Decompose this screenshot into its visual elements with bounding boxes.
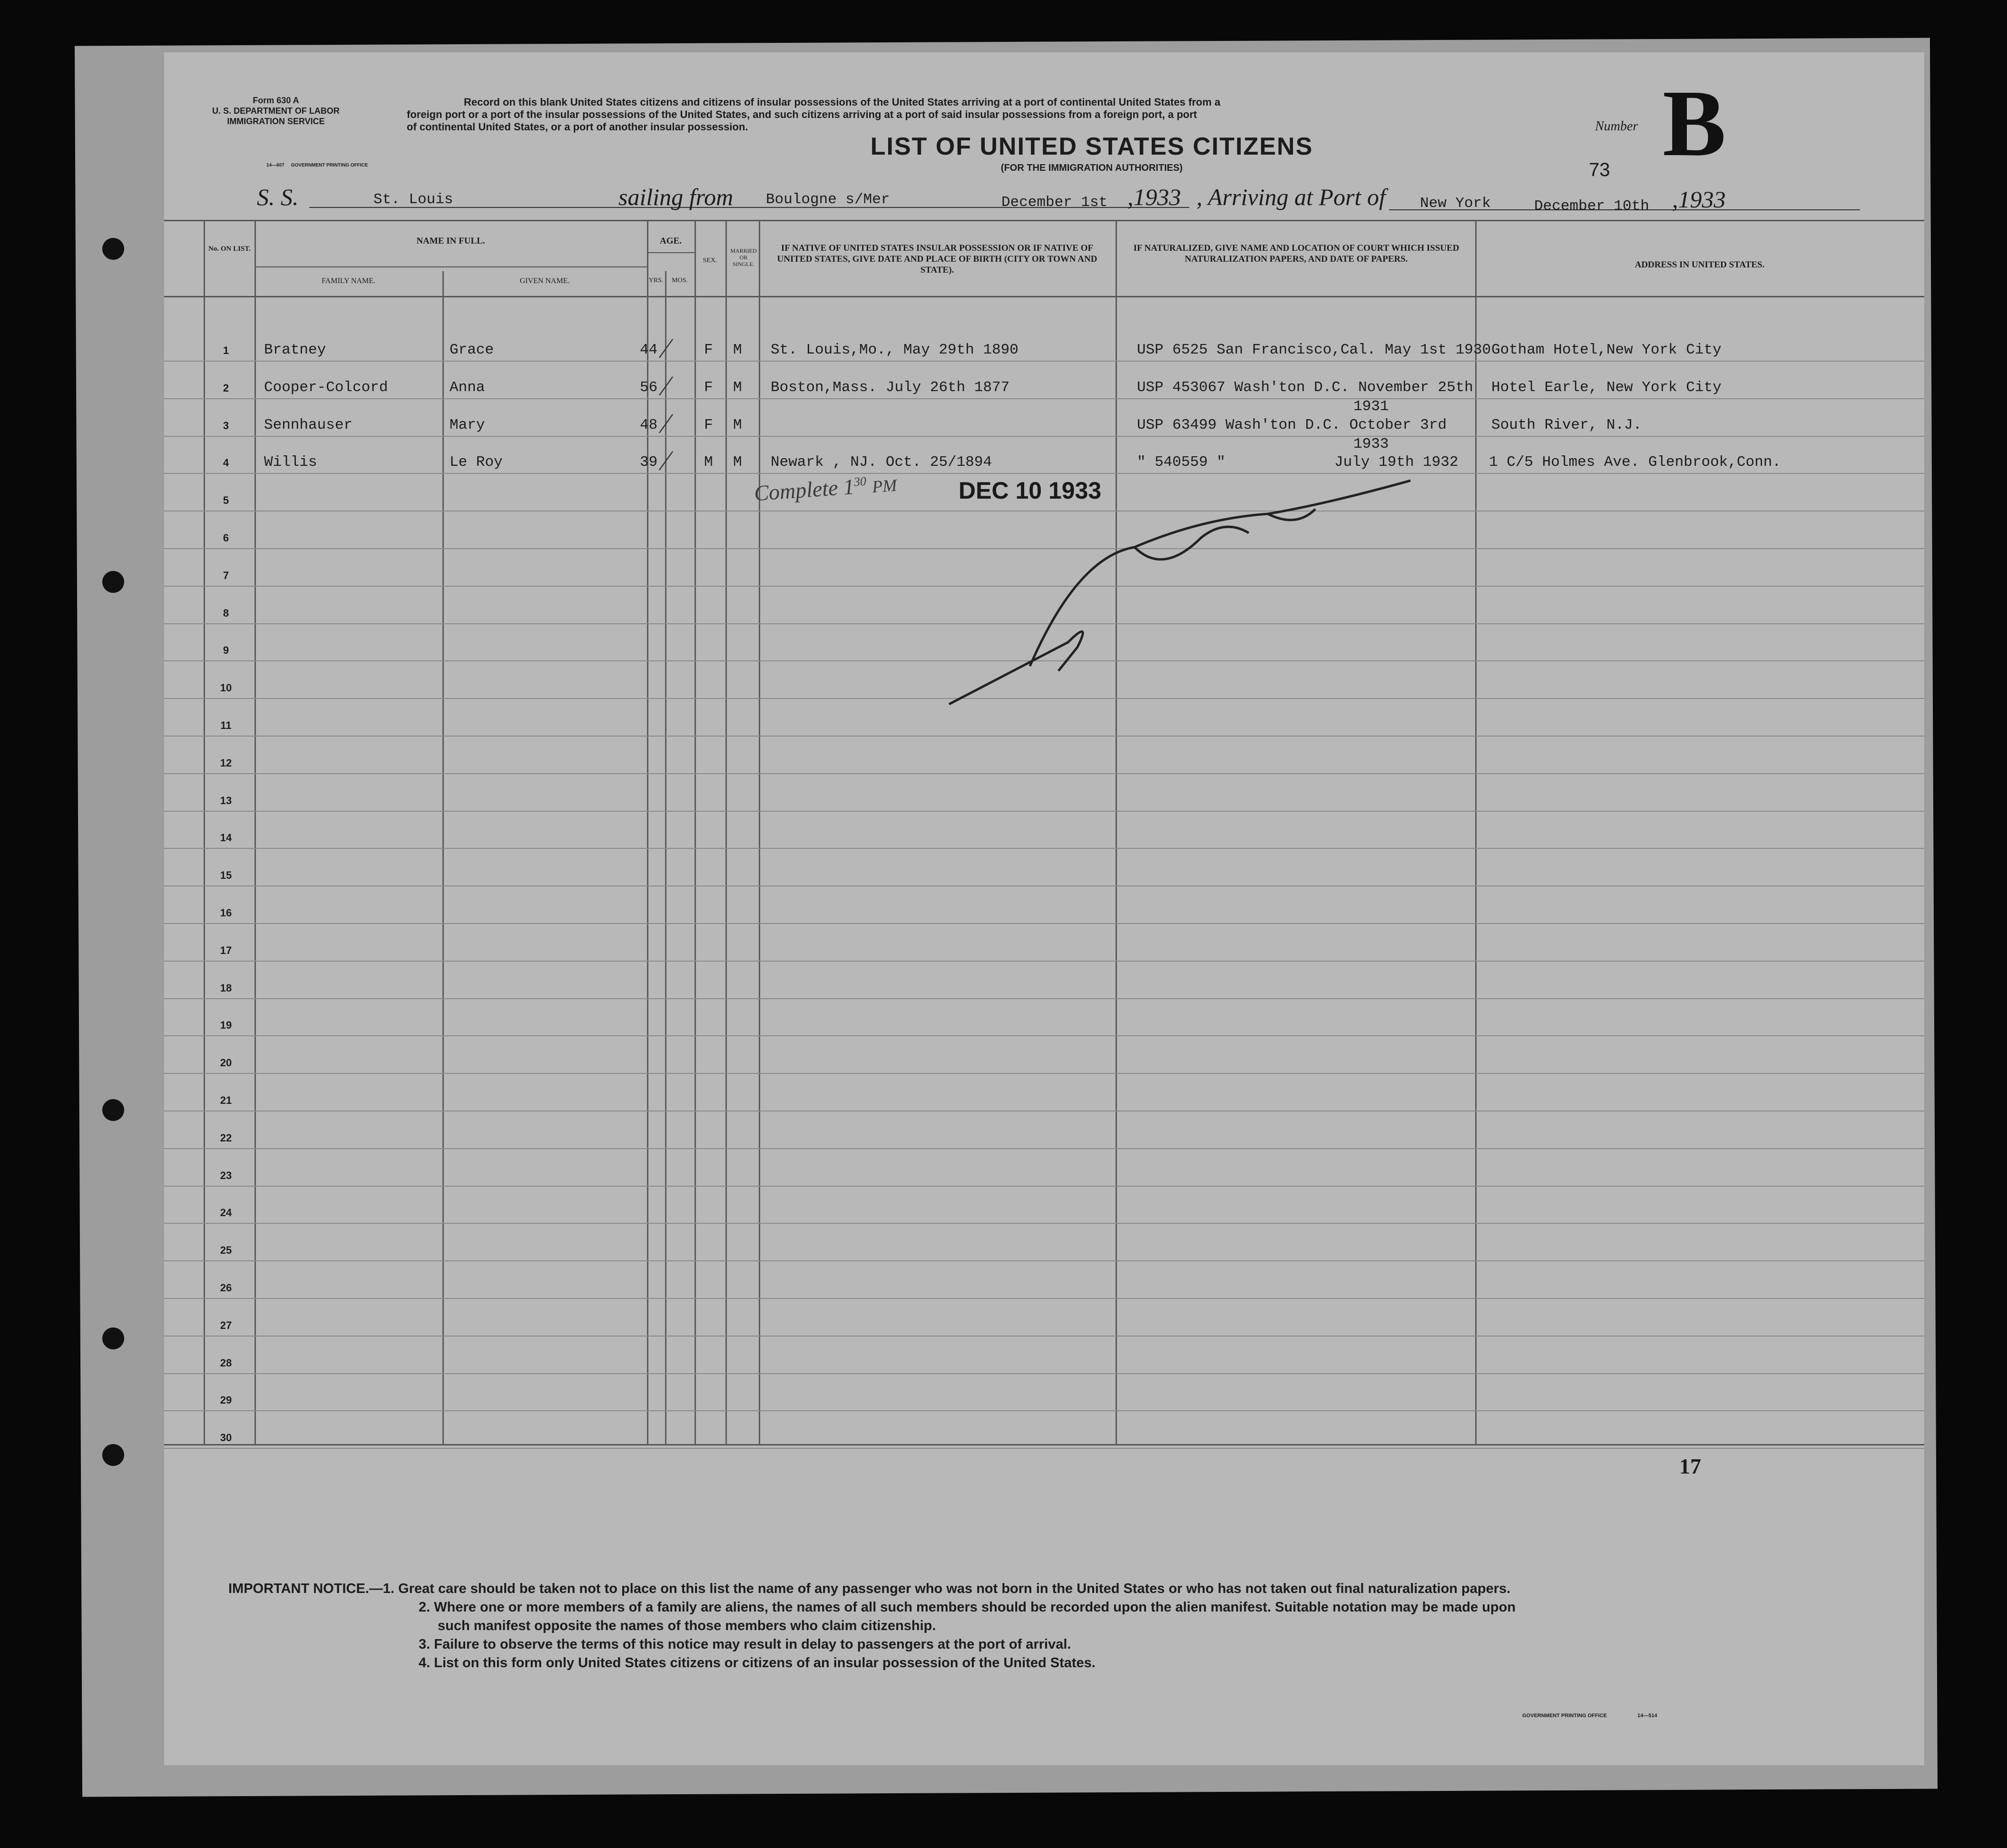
ship-name: St. Louis xyxy=(373,191,453,208)
col-header-age: AGE. xyxy=(660,236,682,246)
important-notice xyxy=(228,1580,1798,1672)
check-mark-icon: ∕ xyxy=(664,333,669,364)
entry-naturalization: USP 453067 Wash'ton D.C. November 25th xyxy=(1137,379,1473,396)
header-bottom-border xyxy=(164,296,1924,297)
entry-family-name: Cooper-Colcord xyxy=(264,379,388,396)
row-rule xyxy=(164,885,1924,886)
complete-note: Complete $1^{30}$ PM xyxy=(753,474,898,506)
row-number: 12 xyxy=(220,757,232,769)
name-subline xyxy=(255,266,647,267)
entry-age-years: 48 xyxy=(640,416,658,433)
entry-sex: F xyxy=(704,379,713,396)
row-rule xyxy=(164,1448,1924,1449)
list-letter: B xyxy=(1663,71,1726,176)
row-number: 14 xyxy=(220,832,232,844)
col-header-given: GIVEN NAME. xyxy=(519,277,570,285)
arrival-port: New York xyxy=(1420,195,1491,212)
row-number: 23 xyxy=(220,1169,232,1181)
row-rule xyxy=(164,1148,1924,1149)
entry-given-name: Anna xyxy=(450,379,485,396)
form-department: U. S. DEPARTMENT OF LABOR xyxy=(212,106,340,116)
notice-item-3: 3. Failure to observe the terms of this notice may result in delay to passengers at the port of arrival. xyxy=(419,1637,1071,1652)
row-rule xyxy=(164,811,1924,812)
entry-naturalization: USP 63499 Wash'ton D.C. October 3rd xyxy=(1137,416,1447,433)
row-rule xyxy=(164,961,1924,962)
entry-address: Gotham Hotel,New York City xyxy=(1491,342,1722,358)
depart-date: December 1st xyxy=(1001,194,1108,211)
arriving-label: , Arriving at Port of xyxy=(1196,184,1386,210)
entry-given-name: Mary xyxy=(450,416,485,433)
check-mark-icon: ∕ xyxy=(664,370,669,402)
row-rule xyxy=(164,736,1924,737)
col-header-married: MARRIED OR SINGLE. xyxy=(730,247,757,267)
row-number: 16 xyxy=(220,907,232,919)
inspector-signature xyxy=(935,462,1449,728)
entry-family-name: Sennhauser xyxy=(264,416,353,433)
entry-given-name: Grace xyxy=(450,342,494,358)
row-rule xyxy=(164,1186,1924,1187)
row-number: 25 xyxy=(220,1244,232,1257)
form-service: IMMIGRATION SERVICE xyxy=(227,117,325,126)
row-number: 6 xyxy=(223,532,229,544)
entry-naturalization-extra: 1933 xyxy=(1353,435,1389,452)
arrival-year: ,1933 xyxy=(1672,186,1726,213)
punch-hole xyxy=(102,1444,124,1466)
row-rule xyxy=(164,998,1924,999)
col-header-name: NAME IN FULL. xyxy=(416,236,485,246)
row-number: 20 xyxy=(220,1057,232,1069)
row-rule xyxy=(164,361,1924,362)
table-bottom-border xyxy=(164,1444,1924,1445)
row-number: 29 xyxy=(220,1394,232,1406)
entry-naturalization: USP 6525 San Francisco,Cal. May 1st 1930 xyxy=(1137,342,1491,358)
row-number: 18 xyxy=(220,982,232,994)
punch-hole xyxy=(102,571,124,593)
entry-family-name: Bratney xyxy=(264,342,326,358)
page-count: 17 xyxy=(1679,1454,1701,1478)
row-number: 10 xyxy=(220,682,232,694)
row-number: 8 xyxy=(223,607,229,619)
entry-naturalization-extra: July 19th 1932 xyxy=(1334,454,1459,471)
entry-sex: F xyxy=(704,416,713,433)
number-label: Number xyxy=(1595,119,1638,134)
date-stamp: DEC 10 1933 xyxy=(959,477,1102,504)
from-port: Boulogne s/Mer xyxy=(766,191,890,208)
check-mark-icon: ∕ xyxy=(664,407,669,439)
row-number: 27 xyxy=(220,1319,232,1331)
intro-text: Record on this blank United States citizens and citizens of insular possessions of the United States arriving at a port of continental United States from a foreign port or a port of the insular possessions of the United States, and such citizens arriving at a port of said insular possessions from a foreign port, a port of continental United States, or a port of another insular possession. xyxy=(407,96,1221,133)
notice-item-2b: such manifest opposite the names of those members who claim citizenship. xyxy=(438,1618,936,1633)
row-number: 24 xyxy=(220,1207,232,1219)
entry-address: Hotel Earle, New York City xyxy=(1491,379,1722,396)
entry-given-name: Le Roy xyxy=(450,454,503,471)
entry-naturalization-extra: 1931 xyxy=(1353,398,1389,415)
row-rule xyxy=(164,1260,1924,1261)
row-rule xyxy=(164,923,1924,924)
row-number: 2 xyxy=(223,382,229,394)
entry-marital-status: M xyxy=(733,379,742,396)
entry-marital-status: M xyxy=(733,342,742,358)
col-header-yrs: YRS. xyxy=(648,277,664,284)
row-number: 17 xyxy=(220,944,232,956)
entry-address: South River, N.J. xyxy=(1491,416,1642,433)
col-header-naturalized: IF NATURALIZED, GIVE NAME AND LOCATION OF COURT WHICH ISSUED NATURALIZATION PAPERS, AND DATE OF PAPERS. xyxy=(1133,243,1459,264)
row-number: 28 xyxy=(220,1357,232,1369)
row-rule xyxy=(164,1298,1924,1299)
entry-age-years: 39 xyxy=(640,454,658,471)
col-header-family: FAMILY NAME. xyxy=(321,277,376,285)
row-number: 26 xyxy=(220,1282,232,1294)
print-code: 14—607 GOVERNMENT PRINTING OFFICE xyxy=(266,163,368,168)
notice-item-2a: 2. Where one or more members of a family are aliens, the names of all such members should be recorded upon the alien manifest. Suitable notation may be made upon xyxy=(419,1600,1516,1615)
row-rule xyxy=(164,1410,1924,1411)
entry-age-years: 56 xyxy=(640,379,658,396)
col-header-native: IF NATIVE OF UNITED STATES INSULAR POSSESSION OR IF NATIVE OF UNITED STATES, GIVE DATE AND PLACE OF BIRTH (CITY OR TOWN AND STATE). xyxy=(777,243,1097,275)
row-number: 13 xyxy=(220,794,232,806)
row-rule xyxy=(164,773,1924,774)
row-rule xyxy=(164,436,1924,437)
entry-sex: M xyxy=(704,454,713,471)
page-subtitle: (FOR THE IMMIGRATION AUTHORITIES) xyxy=(1000,163,1183,173)
manifest-sheet xyxy=(164,52,1924,1765)
form-number: Form 630 A xyxy=(253,96,299,105)
row-number: 21 xyxy=(220,1094,232,1106)
age-subline xyxy=(647,252,695,253)
row-rule xyxy=(164,1223,1924,1224)
col-header-no: No. ON LIST. xyxy=(208,245,251,253)
entry-marital-status: M xyxy=(733,454,742,471)
entry-address: 1 C/5 Holmes Ave. Glenbrook,Conn. xyxy=(1489,454,1781,471)
row-number: 15 xyxy=(220,869,232,882)
arrival-date: December 10th xyxy=(1534,198,1649,215)
entry-naturalization: " 540559 " xyxy=(1137,454,1226,471)
row-rule xyxy=(164,398,1924,399)
col-header-mos: MOS. xyxy=(672,277,688,284)
row-number: 22 xyxy=(220,1131,232,1144)
sailing-label: sailing from xyxy=(618,184,734,210)
row-rule xyxy=(164,848,1924,849)
row-number: 3 xyxy=(223,419,229,432)
col-line xyxy=(442,271,444,1445)
row-rule xyxy=(164,1336,1924,1337)
notice-item-4: 4. List on this form only United States citizens or citizens of an insular possession of the United States. xyxy=(419,1655,1096,1671)
row-number: 11 xyxy=(220,719,232,731)
row-number: 1 xyxy=(223,344,229,356)
punch-hole xyxy=(102,1099,124,1121)
page-number: 73 xyxy=(1589,159,1610,180)
ss-label: S. S. xyxy=(257,184,299,210)
entry-birthplace: Boston,Mass. July 26th 1877 xyxy=(771,379,1010,396)
row-rule xyxy=(164,1035,1924,1036)
entry-birthplace: Newark , NJ. Oct. 25/1894 xyxy=(771,454,992,471)
table-top-border xyxy=(164,220,1924,221)
entry-family-name: Willis xyxy=(264,454,317,471)
form-info xyxy=(200,95,352,127)
col-header-address: ADDRESS IN UNITED STATES. xyxy=(1635,260,1765,270)
depart-year: ,1933 xyxy=(1127,184,1181,210)
entry-birthplace: St. Louis,Mo., May 29th 1890 xyxy=(771,342,1018,358)
notice-item-1: IMPORTANT NOTICE.—1. Great care should be taken not to place on this list the name of any passenger who was not born in the United States or who has not taken out final naturalization papers. xyxy=(228,1581,1511,1596)
page-title: LIST OF UNITED STATES CITIZENS xyxy=(870,133,1313,160)
entry-age-years: 44 xyxy=(640,342,658,358)
row-number: 9 xyxy=(223,644,229,657)
row-rule xyxy=(164,1373,1924,1374)
punch-hole xyxy=(102,1327,124,1349)
row-number: 5 xyxy=(223,494,229,507)
row-number: 4 xyxy=(223,457,229,469)
row-number: 30 xyxy=(220,1432,232,1444)
row-number: 7 xyxy=(223,569,229,581)
row-number: 19 xyxy=(220,1019,232,1032)
col-header-sex: SEX. xyxy=(703,257,717,264)
footer-print: GOVERNMENT PRINTING OFFICE 14—514 xyxy=(1522,1713,1657,1719)
row-rule xyxy=(164,1073,1924,1074)
check-mark-icon: ∕ xyxy=(664,445,669,477)
punch-hole xyxy=(102,238,124,260)
entry-marital-status: M xyxy=(733,416,742,433)
entry-sex: F xyxy=(704,342,713,358)
